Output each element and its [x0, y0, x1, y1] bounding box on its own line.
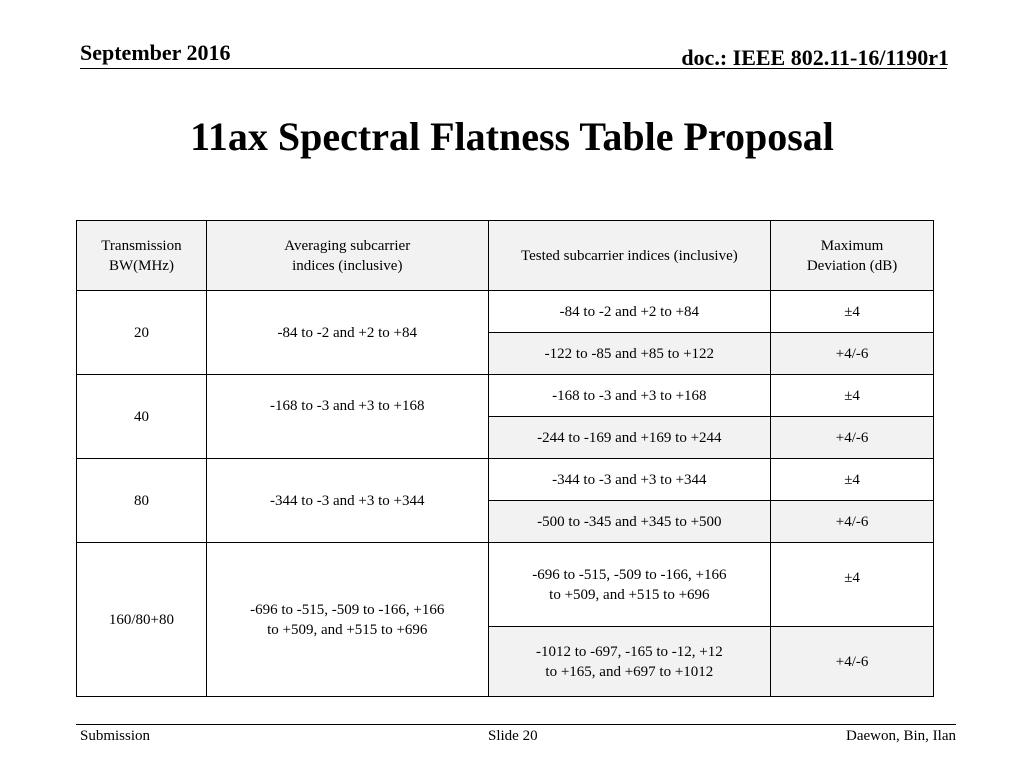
col-header-tested: Tested subcarrier indices (inclusive) — [488, 221, 771, 291]
deviation-cell: +4/-6 — [771, 627, 934, 697]
header-date: September 2016 — [80, 40, 231, 65]
deviation-cell: ±4 — [771, 291, 934, 333]
tested-cell: -244 to -169 and +169 to +244 — [488, 417, 771, 459]
deviation-cell: +4/-6 — [771, 417, 934, 459]
header-divider — [80, 68, 947, 69]
col-header-averaging: Averaging subcarrier indices (inclusive) — [206, 221, 488, 291]
deviation-cell: ±4 — [771, 543, 934, 627]
deviation-cell: +4/-6 — [771, 501, 934, 543]
tested-cell: -168 to -3 and +3 to +168 — [488, 375, 771, 417]
col-header-bw: Transmission BW(MHz) — [77, 221, 207, 291]
deviation-cell: ±4 — [771, 459, 934, 501]
tested-cell: -1012 to -697, -165 to -12, +12 to +165, and +697 to +1012 — [488, 627, 771, 697]
spectral-flatness-table — [76, 220, 934, 697]
bw-cell: 40 — [77, 375, 207, 459]
tested-cell: -500 to -345 and +345 to +500 — [488, 501, 771, 543]
averaging-cell: -696 to -515, -509 to -166, +166 to +509, and +515 to +696 — [206, 543, 488, 697]
bw-cell: 20 — [77, 291, 207, 375]
averaging-cell: -168 to -3 and +3 to +168 — [206, 375, 488, 459]
table-row — [77, 375, 934, 417]
bw-cell: 160/80+80 — [77, 543, 207, 697]
bw-cell: 80 — [77, 459, 207, 543]
table-row — [77, 291, 934, 333]
table-row — [77, 543, 934, 627]
averaging-cell: -344 to -3 and +3 to +344 — [206, 459, 488, 543]
table-row — [77, 459, 934, 501]
tested-cell: -696 to -515, -509 to -166, +166 to +509, and +515 to +696 — [488, 543, 771, 627]
table-header-row — [77, 221, 934, 291]
tested-cell: -344 to -3 and +3 to +344 — [488, 459, 771, 501]
tested-cell: -84 to -2 and +2 to +84 — [488, 291, 771, 333]
deviation-cell: +4/-6 — [771, 333, 934, 375]
header-doc-id: doc.: IEEE 802.11-16/1190r1 — [681, 45, 949, 70]
col-header-deviation: Maximum Deviation (dB) — [771, 221, 934, 291]
slide-title: 11ax Spectral Flatness Table Proposal — [190, 114, 834, 159]
footer-slide-number: Slide 20 — [488, 728, 538, 744]
footer-authors: Daewon, Bin, Ilan — [846, 728, 956, 744]
averaging-cell: -84 to -2 and +2 to +84 — [206, 291, 488, 375]
deviation-cell: ±4 — [771, 375, 934, 417]
footer-submission: Submission — [80, 728, 151, 744]
tested-cell: -122 to -85 and +85 to +122 — [488, 333, 771, 375]
footer-divider — [76, 724, 956, 725]
